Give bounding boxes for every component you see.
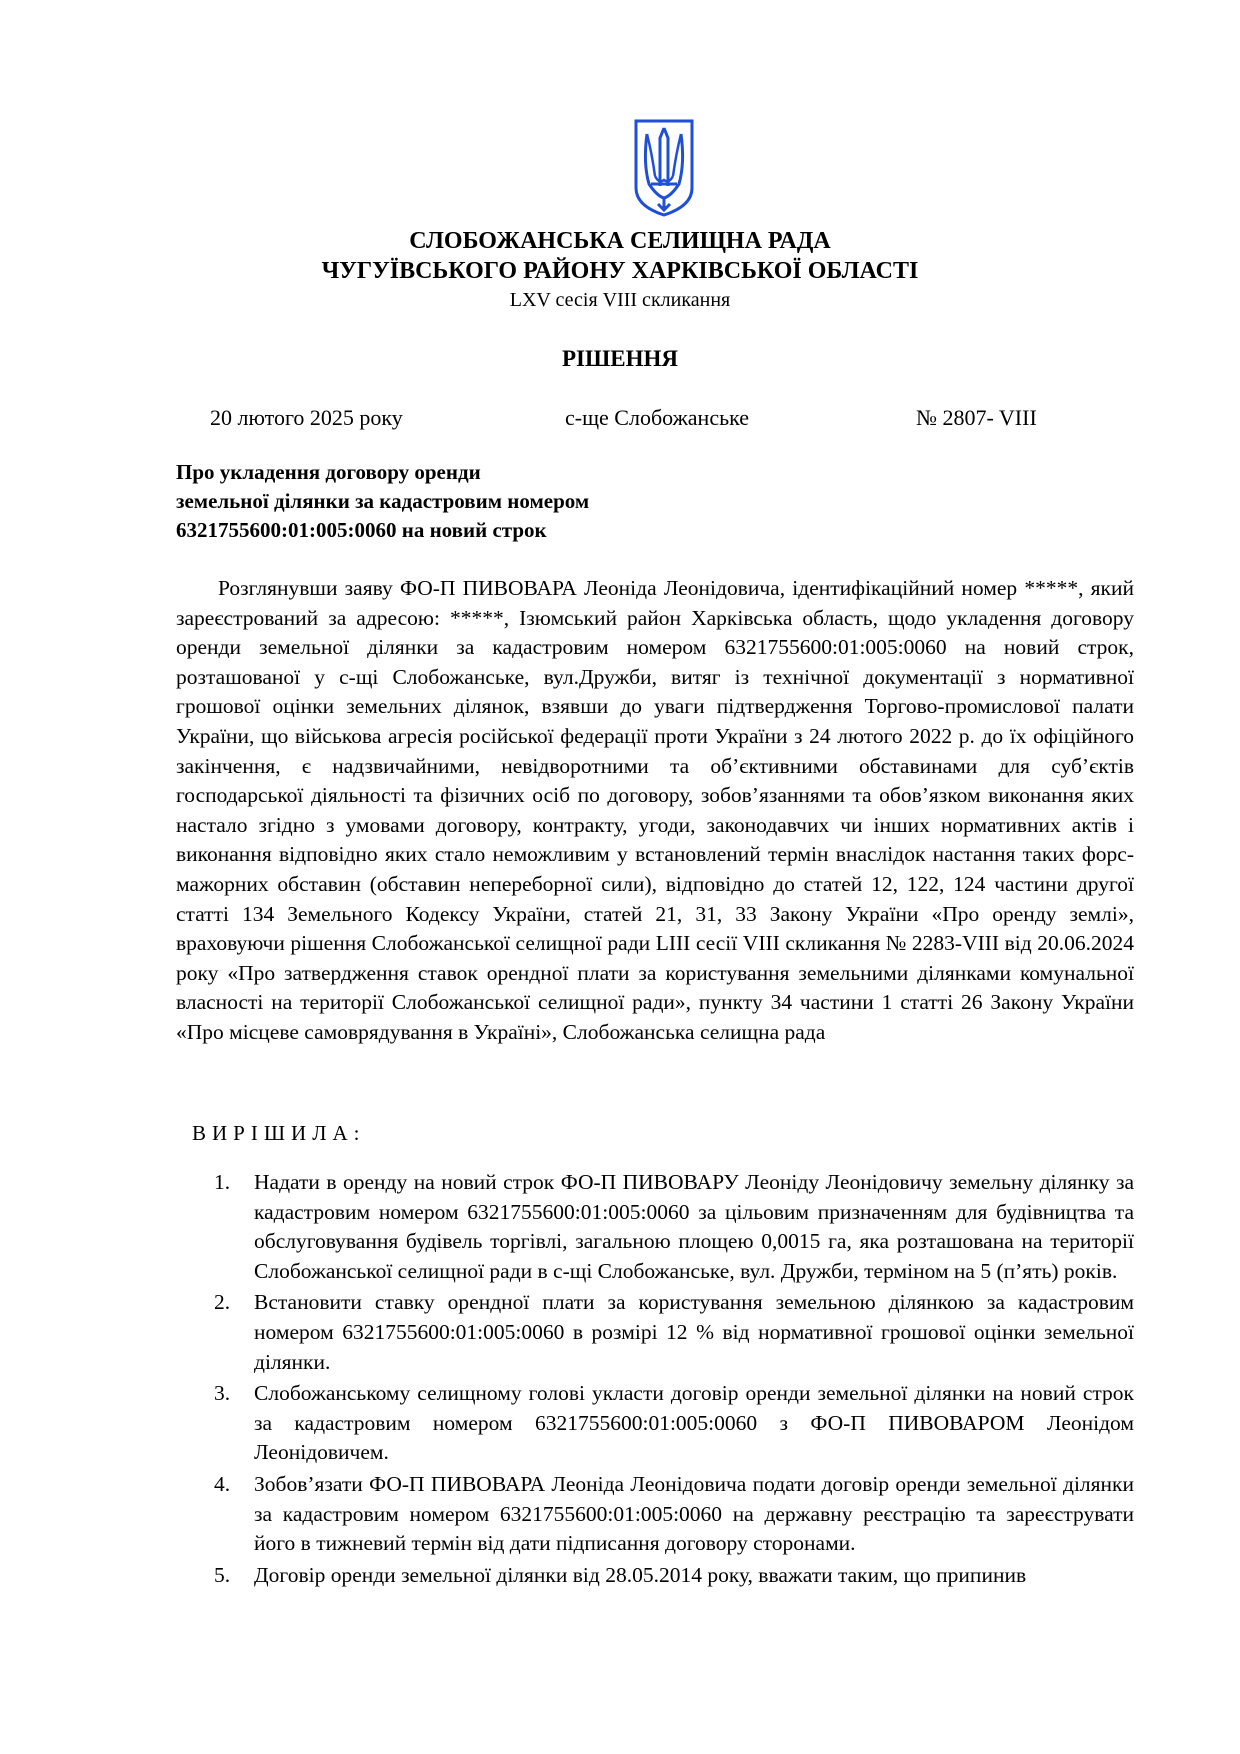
item-text: Встановити ставку орендної плати за користування земельною ділянкою за кадастровим номером 6321755600:01:005:0060 в розмірі 12 % від нормативної грошової оцінки земельної ділянки. [254, 1290, 1134, 1374]
item-text: Надати в оренду на новий строк ФО-П ПИВОВАРУ Леоніду Леонідовичу земельну ділянку за кадастровим номером 6321755600:01:005:0060 за цільовим призначенням для будівництва та обслуговування будівель торгівлі, загальною площею 0,0015 га, яка розташована на території Слобожанської селищної ради в с-щі Слобожанське, вул. Дружби, терміном на 5 (п’ять) років. [254, 1170, 1134, 1283]
item-text: Зобов’язати ФО-П ПИВОВАРА Леоніда Леонідовича подати договір оренди земельної ділянки за кадастровим номером 6321755600:01:005:0060 на державну реєстрацію та зареєструвати його в тижневий термін від дати підписання договору сторонами. [254, 1471, 1134, 1556]
list-item [214, 1288, 1134, 1377]
item-number: 5. [214, 1562, 231, 1587]
item-number: 2. [214, 1290, 231, 1315]
decision-place: с-ще Слобожанське [565, 405, 750, 430]
district-name: ЧУГУЇВСЬКОГО РАЙОНУ ХАРКІВСЬКОЇ ОБЛАСТІ [321, 258, 919, 284]
preamble-paragraph: Розглянувши заяву ФО-П ПИВОВАРА Леоніда Леонідовича, ідентифікаційний номер *****, який зареєстрований за адресою: *****, Ізюмський район Харківська область, щодо укладення договору оренди земельної ділянки за кадастровим номером 6321755600:01:005:0060 на новий строк, розташованої у с-щі Слобожанське, вул.Дружби, витяг із технічної документації з нормативної грошової оцінки земельних ділянок, взявши до уваги підтвердження Торгово-промислової палати України, що військова агресія російської федерації проти України з 24 лютого 2022 р. до їх офіційного закінчення, є надзвичайними, невідворотними та об’єктивними обставинами для суб’єктів господарської діяльності та фізичних осіб по договору, зобов’язаннями та обов’язком виконання яких настало згідно з умовами договору, контракту, угоди, законодавчих чи інших нормативних актів і виконання відповідно яких стало неможливим у встановлений термін внаслідок настання таких форс-мажорних обставин (обставин непереборної сили), відповідно до статей 12, 122, 124 частини другої статті 134 Земельного Кодексу України, статей 21, 31, 33 Закону України «Про оренду землі», враховуючи рішення Слобожанської селищної ради LIII сесії VIII скликання № 2283-VIII від 20.06.2024 року «Про затвердження ставок орендної плати за користування земельними ділянками комунальної власності на території Слобожанської селищної ради», пункту 34 частини 1 статті 26 Закону України «Про місцеве самоврядування в Україні», Слобожанська селищна рада [176, 576, 1134, 1044]
item-text: Договір оренди земельної ділянки від 28.05.2014 року, вважати таким, що припинив [254, 1562, 1027, 1587]
item-number: 3. [214, 1381, 231, 1406]
subject-line: земельної ділянки за кадастровим номером [176, 489, 590, 513]
decision-date: 20 лютого 2025 року [210, 405, 403, 430]
decision-number: № 2807- VIII [916, 405, 1037, 430]
document-type: РІШЕННЯ [562, 346, 678, 371]
item-text: Слобожанському селищному голові укласти договір оренди земельної ділянки на новий строк за кадастровим номером 6321755600:01:005:0060 з ФО-П ПИВОВАРОМ Леонідом Леонідовичем. [254, 1381, 1134, 1465]
list-item [214, 1379, 1134, 1468]
list-item [214, 1168, 1134, 1286]
coat-of-arms-icon [633, 118, 695, 218]
subject-line: 6321755600:01:005:0060 на новий строк [176, 518, 547, 542]
list-item [214, 1561, 1134, 1591]
decision-subject [176, 458, 589, 545]
item-number: 4. [214, 1471, 231, 1496]
council-name: СЛОБОЖАНСЬКА СЕЛИЩНА РАДА [409, 228, 831, 254]
item-number: 1. [214, 1170, 231, 1194]
resolved-label: ВИРІШИЛА: [192, 1121, 366, 1145]
resolution-list [214, 1168, 1134, 1592]
session-label: LXV сесія VIII скликання [509, 289, 731, 311]
subject-line: Про укладення договору оренди [176, 460, 481, 484]
list-item [214, 1470, 1134, 1559]
